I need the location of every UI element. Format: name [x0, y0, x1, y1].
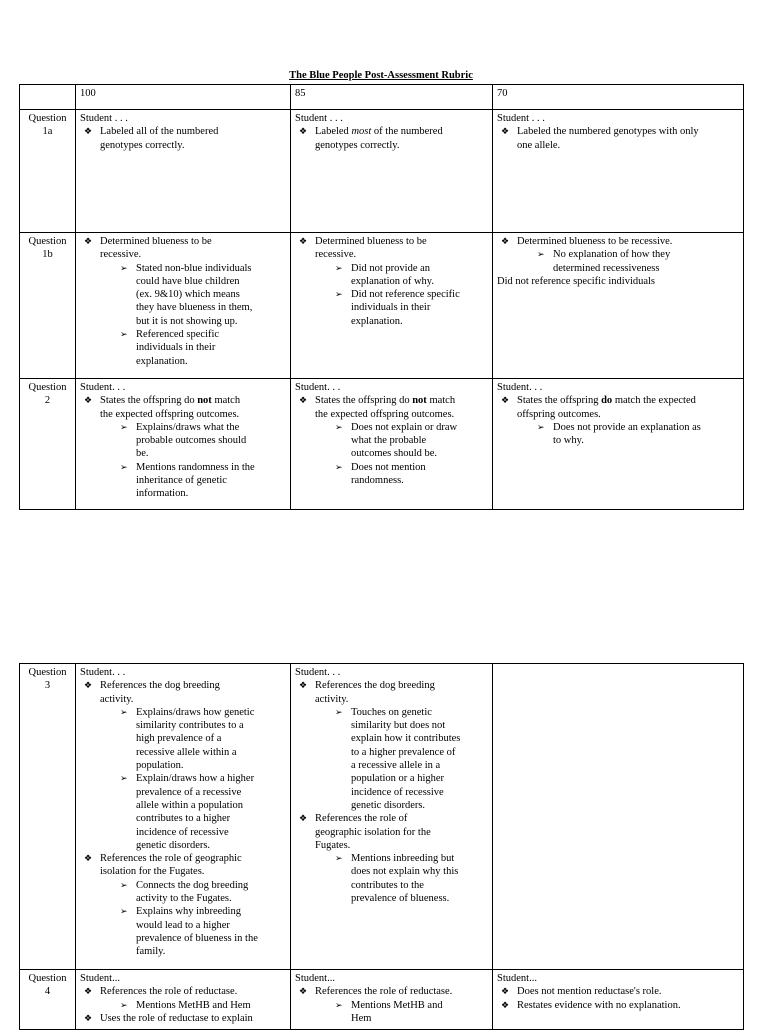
criteria-text: Explains why inbreeding — [136, 906, 241, 918]
criteria-subbullet — [80, 262, 286, 275]
rubric-row — [20, 379, 744, 510]
criteria-text: (ex. 9&10) which means — [136, 289, 240, 301]
criteria-subbullet — [80, 732, 286, 745]
criteria-subbullet — [80, 719, 286, 732]
criteria-bullet — [295, 985, 488, 998]
header-row — [20, 85, 744, 110]
arrow-bullet-icon: ➢ — [335, 853, 343, 864]
question-word: Question — [28, 667, 67, 678]
criteria-text: recessive allele within a — [136, 746, 237, 758]
criteria-text: Does not explain or draw — [351, 421, 458, 433]
criteria-text: contributes to the — [351, 879, 424, 891]
criteria-text: Determined blueness to be recessive. — [517, 236, 673, 247]
criteria-text: would lead to a higher — [136, 919, 230, 931]
criteria-bullet — [295, 679, 488, 692]
criteria-subbullet — [80, 839, 286, 852]
criteria-text: Student. . . — [80, 382, 126, 393]
criteria-bullet — [295, 235, 488, 248]
criteria-subbullet — [497, 434, 739, 447]
criteria-bullet — [80, 693, 286, 706]
criteria-text: recessive. — [100, 249, 142, 261]
criteria-subbullet — [295, 315, 488, 328]
criteria-text: similarity but does not — [351, 720, 446, 732]
criteria-bullet — [497, 235, 739, 248]
diamond-bullet-icon: ❖ — [501, 986, 510, 997]
criteria-text: Mentions randomness in the — [136, 461, 255, 473]
criteria-cell-score-100 — [76, 664, 291, 970]
criteria-text: References the role of reductase. — [100, 986, 238, 998]
criteria-text: high prevalence of a — [136, 733, 222, 745]
arrow-bullet-icon: ➢ — [120, 421, 128, 432]
criteria-subbullet — [295, 732, 488, 745]
question-number: 3 — [44, 680, 51, 692]
criteria-bullet — [295, 812, 488, 825]
criteria-text: Explains/draws how genetic — [136, 706, 255, 718]
diamond-bullet-icon: ❖ — [299, 813, 308, 824]
criteria-subbullet — [295, 461, 488, 474]
criteria-subbullet — [80, 421, 286, 434]
header-corner-cell — [20, 85, 76, 110]
question-label — [20, 970, 76, 1030]
criteria-text: Labeled all of the numbered — [100, 126, 219, 138]
criteria-subbullet — [295, 772, 488, 785]
criteria-cell-score-85 — [291, 970, 493, 1030]
criteria-text: Student . . . — [497, 113, 545, 124]
criteria-text: what the probable — [351, 435, 427, 447]
criteria-text: but it is not showing up. — [136, 315, 238, 327]
criteria-intro — [80, 381, 286, 394]
criteria-subbullet — [295, 301, 488, 314]
criteria-bullet — [80, 408, 286, 421]
criteria-text: Fugates. — [315, 839, 351, 851]
arrow-bullet-icon: ➢ — [120, 906, 128, 917]
header-score-100: 100 — [76, 85, 291, 110]
criteria-cell-score-100 — [76, 379, 291, 510]
rubric-row — [20, 110, 744, 233]
rubric-row — [20, 970, 744, 1030]
rubric-table-part-1 — [19, 84, 744, 510]
criteria-text: randomness. — [351, 475, 404, 487]
criteria-text: States the offspring do — [315, 395, 413, 407]
arrow-bullet-icon: ➢ — [120, 999, 128, 1010]
criteria-text: could have blue children — [136, 275, 240, 287]
diamond-bullet-icon: ❖ — [84, 680, 93, 691]
question-word: Question — [28, 113, 67, 124]
criteria-subbullet — [80, 315, 286, 328]
criteria-bullet — [295, 826, 488, 839]
criteria-cell-score-70 — [493, 379, 744, 510]
criteria-text: Uses the role of reductase to explain — [100, 1012, 253, 1024]
criteria-text: Labeled — [315, 126, 352, 138]
criteria-text: inheritance of genetic — [136, 475, 227, 487]
criteria-text: incidence of recessive — [136, 826, 229, 838]
criteria-subbullet — [80, 474, 286, 487]
criteria-text: individuals in their — [136, 342, 216, 354]
criteria-text: activity. — [100, 693, 134, 705]
criteria-subbullet — [80, 786, 286, 799]
criteria-subbullet — [295, 706, 488, 719]
criteria-intro — [80, 666, 286, 679]
criteria-intro — [80, 112, 286, 125]
criteria-text: Determined blueness to be — [100, 236, 212, 247]
criteria-bullet — [295, 394, 488, 407]
rubric-table-part-2 — [19, 663, 744, 1030]
question-label — [20, 233, 76, 379]
criteria-text: the expected offspring outcomes. — [315, 408, 455, 420]
criteria-subbullet — [295, 746, 488, 759]
diamond-bullet-icon: ❖ — [84, 986, 93, 997]
criteria-text: genetic disorders. — [351, 799, 426, 811]
criteria-bullet — [295, 408, 488, 421]
criteria-subbullet — [80, 945, 286, 958]
criteria-bullet — [295, 693, 488, 706]
criteria-text: Explains/draws what the — [136, 421, 240, 433]
arrow-bullet-icon: ➢ — [120, 773, 128, 784]
criteria-subbullet — [295, 1012, 488, 1025]
criteria-subbullet — [80, 892, 286, 905]
question-word: Question — [28, 236, 67, 247]
criteria-text: Student . . . — [80, 113, 128, 124]
criteria-text: a recessive allele in a — [351, 760, 441, 772]
criteria-bullet — [80, 248, 286, 261]
criteria-text: Determined blueness to be — [315, 236, 427, 247]
criteria-bullet — [80, 985, 286, 998]
criteria-emphasis: most — [351, 126, 372, 138]
criteria-bullet — [80, 852, 286, 865]
criteria-text: prevalence of blueness in the — [136, 932, 258, 944]
criteria-bullet — [295, 125, 488, 138]
criteria-text: References the dog breeding — [100, 680, 220, 692]
criteria-text: Explain/draws how a higher — [136, 773, 255, 785]
rubric-row — [20, 233, 744, 379]
criteria-subbullet — [295, 999, 488, 1012]
criteria-text: isolation for the Fugates. — [100, 866, 205, 878]
criteria-intro — [497, 112, 739, 125]
criteria-subbullet — [497, 248, 739, 261]
criteria-subbullet — [80, 932, 286, 945]
criteria-subbullet — [80, 799, 286, 812]
criteria-text: the expected offspring outcomes. — [100, 408, 240, 420]
criteria-subbullet — [295, 759, 488, 772]
criteria-subbullet — [295, 262, 488, 275]
arrow-bullet-icon: ➢ — [335, 262, 343, 273]
diamond-bullet-icon: ❖ — [299, 126, 308, 137]
criteria-text: be. — [136, 448, 149, 460]
criteria-text: population or a higher — [351, 773, 445, 785]
criteria-bullet — [80, 394, 286, 407]
criteria-bullet — [295, 248, 488, 261]
rubric-title: The Blue People Post-Assessment Rubric — [289, 70, 473, 81]
criteria-intro — [497, 381, 739, 394]
criteria-text: Connects the dog breeding — [136, 879, 249, 891]
criteria-subbullet — [295, 879, 488, 892]
criteria-bullet — [80, 235, 286, 248]
diamond-bullet-icon: ❖ — [501, 999, 510, 1010]
criteria-subbullet — [80, 706, 286, 719]
criteria-subbullet — [497, 262, 739, 275]
question-word: Question — [28, 973, 67, 984]
diamond-bullet-icon: ❖ — [501, 395, 510, 406]
diamond-bullet-icon: ❖ — [299, 680, 308, 691]
criteria-bullet — [80, 125, 286, 138]
criteria-text: Labeled the numbered genotypes with only — [517, 126, 699, 138]
diamond-bullet-icon: ❖ — [84, 236, 93, 246]
criteria-text: Mentions MetHB and — [351, 999, 443, 1011]
criteria-text-rest: match — [426, 395, 456, 407]
criteria-text: Student... — [497, 973, 537, 984]
criteria-text: does not explain why this — [351, 866, 459, 878]
criteria-text: Referenced specific — [136, 329, 220, 341]
criteria-text: genetic disorders. — [136, 839, 211, 851]
question-label — [20, 379, 76, 510]
criteria-text: one allele. — [517, 139, 561, 151]
criteria-emphasis: do — [601, 395, 613, 407]
criteria-text: information. — [136, 488, 189, 500]
criteria-text: explain how it contributes — [351, 733, 461, 745]
criteria-text: Does not mention reductase's role. — [517, 986, 662, 998]
criteria-text: Did not reference specific — [351, 289, 460, 301]
diamond-bullet-icon: ❖ — [84, 853, 93, 864]
criteria-text: Student... — [80, 973, 120, 984]
criteria-bullet — [80, 679, 286, 692]
diamond-bullet-icon: ❖ — [501, 126, 510, 137]
criteria-text: to why. — [553, 435, 584, 447]
criteria-text: contributes to a higher — [136, 813, 231, 825]
criteria-subbullet — [295, 786, 488, 799]
criteria-subbullet — [80, 328, 286, 341]
arrow-bullet-icon: ➢ — [537, 249, 545, 260]
criteria-text: Restates evidence with no explanation. — [517, 999, 681, 1011]
criteria-text: States the offspring do — [100, 395, 198, 407]
criteria-bullet — [295, 139, 488, 152]
criteria-bullet — [497, 408, 739, 421]
criteria-text: activity to the Fugates. — [136, 893, 232, 905]
criteria-subbullet — [295, 288, 488, 301]
criteria-subbullet — [295, 447, 488, 460]
criteria-text-rest: of the numbered — [371, 126, 443, 138]
criteria-subbullet — [80, 301, 286, 314]
criteria-subbullet — [295, 421, 488, 434]
question-word: Question — [28, 382, 67, 393]
criteria-text: Hem — [351, 1012, 372, 1024]
criteria-subbullet — [80, 461, 286, 474]
criteria-text: References the role of — [315, 813, 408, 825]
criteria-text: explanation. — [351, 315, 403, 327]
criteria-bullet — [497, 139, 739, 152]
criteria-text: allele within a population — [136, 799, 244, 811]
criteria-text: family. — [136, 946, 166, 958]
question-number: 1a — [42, 126, 53, 138]
diamond-bullet-icon: ❖ — [84, 1012, 93, 1023]
criteria-subbullet — [295, 275, 488, 288]
criteria-subbullet — [295, 865, 488, 878]
criteria-subbullet — [80, 487, 286, 500]
criteria-text: explanation of why. — [351, 275, 435, 287]
criteria-text: outcomes should be. — [351, 448, 438, 460]
criteria-intro — [497, 972, 739, 985]
question-label — [20, 110, 76, 233]
criteria-subbullet — [295, 719, 488, 732]
arrow-bullet-icon: ➢ — [335, 421, 343, 432]
diamond-bullet-icon: ❖ — [299, 395, 308, 406]
criteria-subbullet — [80, 341, 286, 354]
criteria-cell-score-85 — [291, 110, 493, 233]
criteria-text: activity. — [315, 693, 349, 705]
criteria-text: probable outcomes should — [136, 435, 247, 447]
criteria-intro — [295, 666, 488, 679]
criteria-subbullet — [295, 799, 488, 812]
criteria-subbullet — [80, 434, 286, 447]
criteria-cell-score-85 — [291, 233, 493, 379]
criteria-subbullet — [80, 905, 286, 918]
criteria-text: Student. . . — [295, 667, 341, 678]
arrow-bullet-icon: ➢ — [335, 461, 343, 472]
criteria-text: offspring outcomes. — [517, 408, 601, 420]
rubric-row — [20, 664, 744, 970]
criteria-subbullet — [80, 919, 286, 932]
criteria-intro — [80, 972, 286, 985]
criteria-subbullet — [80, 447, 286, 460]
criteria-intro — [497, 275, 739, 288]
criteria-text: References the role of reductase. — [315, 986, 453, 998]
criteria-text: Student. . . — [497, 382, 543, 393]
criteria-cell-score-70 — [493, 233, 744, 379]
criteria-text: individuals in their — [351, 302, 431, 314]
criteria-text: Does not mention — [351, 461, 426, 473]
criteria-bullet — [497, 985, 739, 998]
criteria-text: geographic isolation for the — [315, 826, 431, 838]
diamond-bullet-icon: ❖ — [299, 986, 308, 997]
question-number: 2 — [44, 395, 51, 407]
criteria-subbullet — [80, 288, 286, 301]
criteria-text: genotypes correctly. — [100, 139, 185, 151]
criteria-text: Mentions inbreeding but — [351, 853, 455, 865]
criteria-subbullet — [80, 355, 286, 368]
criteria-emphasis: not — [197, 395, 212, 407]
criteria-text: No explanation of how they — [553, 249, 671, 261]
criteria-text: Student. . . — [295, 382, 341, 393]
criteria-subbullet — [497, 421, 739, 434]
criteria-bullet — [497, 125, 739, 138]
header-score-70: 70 — [493, 85, 744, 110]
arrow-bullet-icon: ➢ — [120, 329, 128, 340]
criteria-subbullet — [80, 999, 286, 1012]
criteria-subbullet — [295, 892, 488, 905]
criteria-cell-score-100 — [76, 970, 291, 1030]
arrow-bullet-icon: ➢ — [335, 999, 343, 1010]
question-number: 4 — [44, 986, 51, 998]
criteria-subbullet — [80, 772, 286, 785]
criteria-text: Mentions MetHB and Hem — [136, 999, 251, 1011]
arrow-bullet-icon: ➢ — [335, 706, 343, 717]
criteria-text: prevalence of a recessive — [136, 786, 242, 798]
arrow-bullet-icon: ➢ — [120, 461, 128, 472]
criteria-text: Does not provide an explanation as — [553, 421, 701, 433]
criteria-text: Did not reference specific individuals — [497, 275, 656, 287]
criteria-bullet — [80, 865, 286, 878]
criteria-bullet — [80, 139, 286, 152]
criteria-cell-score-70 — [493, 110, 744, 233]
diamond-bullet-icon: ❖ — [84, 126, 93, 137]
criteria-subbullet — [295, 474, 488, 487]
criteria-subbullet — [80, 275, 286, 288]
criteria-cell-score-70 — [493, 970, 744, 1030]
criteria-emphasis: not — [412, 395, 427, 407]
question-number: 1b — [42, 249, 53, 261]
arrow-bullet-icon: ➢ — [120, 706, 128, 717]
diamond-bullet-icon: ❖ — [299, 236, 308, 246]
arrow-bullet-icon: ➢ — [335, 289, 343, 300]
criteria-subbullet — [80, 759, 286, 772]
criteria-text: to a higher prevalence of — [351, 746, 456, 758]
criteria-cell-score-70 — [493, 664, 744, 970]
criteria-text: States the offspring — [517, 395, 602, 407]
criteria-subbullet — [295, 434, 488, 447]
criteria-text: incidence of recessive — [351, 786, 444, 798]
criteria-text: Touches on genetic — [351, 706, 432, 718]
header-score-85: 85 — [291, 85, 493, 110]
criteria-text: genotypes correctly. — [315, 139, 400, 151]
criteria-text: explanation. — [136, 355, 188, 367]
criteria-text: population. — [136, 760, 184, 772]
diamond-bullet-icon: ❖ — [84, 395, 93, 406]
criteria-text: recessive. — [315, 249, 357, 261]
criteria-bullet — [497, 394, 739, 407]
criteria-text: prevalence of blueness. — [351, 893, 450, 905]
criteria-subbullet — [80, 879, 286, 892]
criteria-text: they have blueness in them, — [136, 302, 253, 314]
criteria-subbullet — [80, 812, 286, 825]
criteria-text-rest: match the expected — [612, 395, 696, 407]
criteria-intro — [295, 972, 488, 985]
criteria-text: similarity contributes to a — [136, 720, 244, 732]
criteria-text: Stated non-blue individuals — [136, 262, 252, 274]
criteria-text: References the role of geographic — [100, 853, 242, 865]
diamond-bullet-icon: ❖ — [501, 236, 510, 246]
criteria-intro — [295, 381, 488, 394]
question-label — [20, 664, 76, 970]
criteria-cell-score-100 — [76, 110, 291, 233]
criteria-text: Student . . . — [295, 113, 343, 124]
criteria-cell-score-85 — [291, 664, 493, 970]
arrow-bullet-icon: ➢ — [537, 421, 545, 432]
arrow-bullet-icon: ➢ — [120, 879, 128, 890]
criteria-subbullet — [295, 852, 488, 865]
criteria-text: Student. . . — [80, 667, 126, 678]
criteria-text: Did not provide an — [351, 262, 431, 274]
criteria-cell-score-100 — [76, 233, 291, 379]
criteria-subbullet — [80, 826, 286, 839]
criteria-text: References the dog breeding — [315, 680, 435, 692]
criteria-subbullet — [80, 746, 286, 759]
criteria-intro — [295, 112, 488, 125]
criteria-bullet — [80, 1012, 286, 1025]
arrow-bullet-icon: ➢ — [120, 262, 128, 273]
criteria-text: determined recessiveness — [553, 262, 660, 274]
criteria-bullet — [295, 839, 488, 852]
criteria-text-rest: match — [211, 395, 241, 407]
criteria-cell-score-85 — [291, 379, 493, 510]
criteria-text: Student... — [295, 973, 335, 984]
criteria-bullet — [497, 999, 739, 1012]
